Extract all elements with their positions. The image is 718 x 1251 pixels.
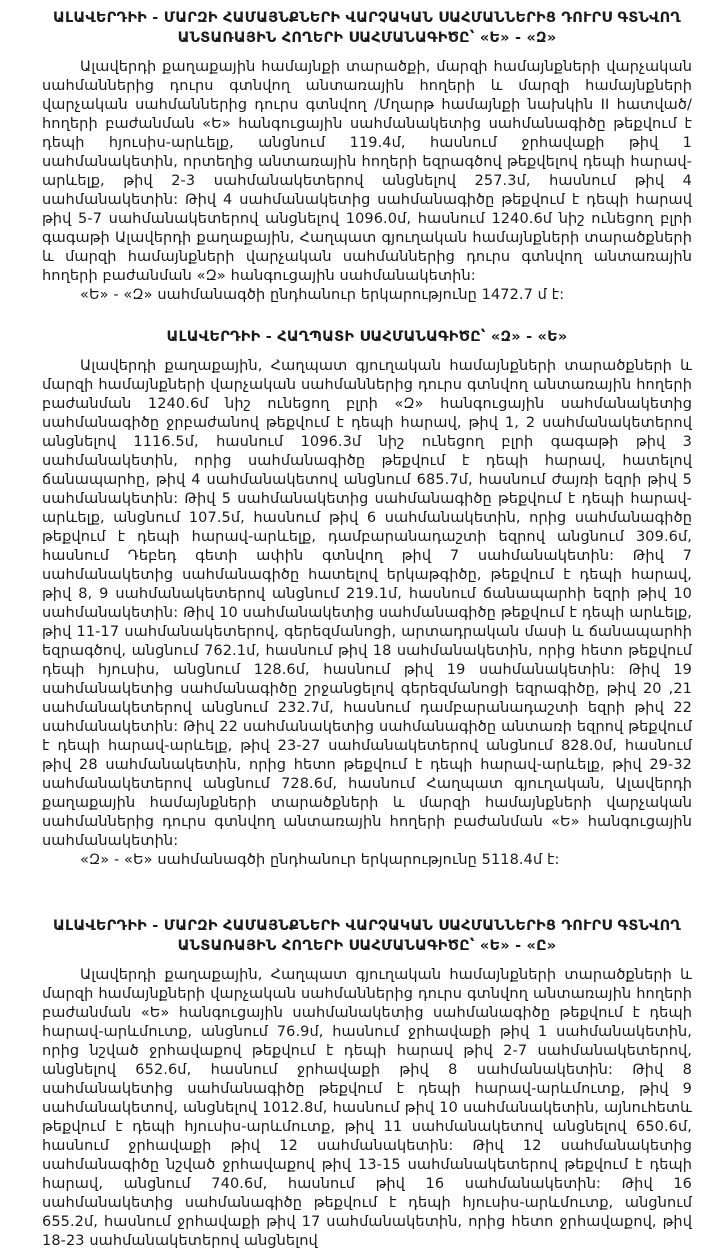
section-3-paragraph: Ալավերդի քաղաքային, Հաղպատ գյուղական համայնքների տարածքների և մարզի համայնքների վարչական սահմաններից դուրս գտնվող անտառային հողերի բաժանման «Ե» հանգուցային սահմանակետից սահմանագիծը թեքվում է դեպի հարավ-արևմուտք, անցնում 76.9մ, հասնում ջրհավաքի թիվ 1 սահմանակետին, որից նշված ջրհավաքով թեքվում է դեպի հարավ թիվ 2-7 սահմանակետերով, անցնելով 652.6մ, հասնում ջրհավաքի թիվ 8 սահմանակետին: Թիվ 8 սահմանակետից սահմանագիծը թեքվում է դեպի հարավ-արևմուտք, թիվ 9 սահմանակետով, անցնելով 1012.8մ, հասնում թիվ 10 սահմանակետին, այնուհետև թեքվում է դեպի հյուսիս-արևմուտք, թիվ 11 սահմանակետով անցնելով 650.6մ, հասնում ջրհավաքի թիվ 12 սահմանակետին: Թիվ 12 սահմանակետից սահմանագիծը նշված ջրհավաքով թիվ 13-15 սահմանակետերով թեքվում է դեպի հարավ, անցնում 740.6մ, հասնում թիվ 16 սահմանակետին: Թիվ 16 սահմանակետից սահմանագիծը թեքվում է դեպի հյուսիս-արևմուտք, անցնում 655.2մ, հասնում ջրհավաքի թիվ 17 սահմանակետին, որից հետո ջրհավաքով, թիվ 18-23 սահմանակետերով անցնելով: [42, 967, 692, 1249]
section-1-length-note: «Ե» - «Զ» սահմանագծի ընդհանուր երկարությունը 1472.7 մ է:: [80, 287, 565, 303]
section-2-title: ԱԼԱՎԵՐԴԻԻ - ՀԱՂՊԱՏԻ ՍԱՀՄԱՆԱԳԻԾԸ՝ «Զ» - «Ե»: [166, 329, 568, 345]
section-3-title: ԱԼԱՎԵՐԴԻԻ - ՄԱՐԶԻ ՀԱՄԱՅՆՔՆԵՐԻ ՎԱՐՉԱԿԱՆ ՍԱՀՄԱՆՆԵՐԻՑ ԴՈՒՐՍ ԳՏՆՎՈՂ ԱՆՏԱՌԱՅԻՆ ՀՈՂԵՐԻ ՍԱՀՄԱՆԱԳԻԾԸ՝ «Ե» - «Ը»: [53, 918, 681, 954]
section-2-length-note: «Զ» - «Ե» սահմանագծի ընդհանուր երկարությունը 5118.4մ է:: [80, 852, 560, 868]
section-2-paragraph: Ալավերդի քաղաքային, Հաղպատ գյուղական համայնքների տարածքների և մարզի համայնքների վարչական սահմաններից դուրս գտնվող անտառային հողերի բաժանման 1240.6մ նիշ ունեցող բլրի «Զ» հանգուցային սահմանակետից սահմանագիծը ջրբաժանով թեքվում է դեպի հարավ, թիվ 1, 2 սահմանակետերով անցնելով 1116.5մ, հասնում 1096.3մ նիշ ունեցող բլրի գագաթի թիվ 3 սահմանակետին, որից սահմանագիծը թեքվում է դեպի հարավ, հատելով ճանապարհը, թիվ 4 սահմանակետով անցնում 685.7մ, հասնում ժայռի եզրի թիվ 5 սահմանակետին: Թիվ 5 սահմանակետից սահմանագիծը թեքվում է դեպի հարավ-արևելք, անցնում 107.5մ, հասնում թիվ 6 սահմանակետին, որից սահմանագիծը թեքվում է դեպի հարավ-արևելք, դամբարանադաշտի եզրով անցնում 309.6մ, հասնում Դեբեդ գետի ափին գտնվող թիվ 7 սահմանակետին: Թիվ 7 սահմանակետից սահմանագիծը հատելով երկաթգիծը, թեքվում է դեպի հարավ, թիվ 8, 9 սահմանակետերով անցնում 219.1մ, հասնում ճանապարհի եզրի թիվ 10 սահմանակետին: Թիվ 10 սահմանակետից սահմանագիծը թեքվում է դեպի արևելք, թիվ 11-17 սահմանակետերով, գերեզմանոցի, արտադրական մասի և ճանապարհի եզրագծով, անցնում 762.1մ, հասնում թիվ 18 սահմանակետին, որից հետո թեքվում դեպի հյուսիս, անցնում 128.6մ, հասնում թիվ 19 սահմանակետին: Թիվ 19 սահմանակետից սահմանագիծը շրջանցելով գերեզմանոցի եզրագիծը, թիվ 20 ,21 սահմանակետերով անցնում 232.7մ, հասնում դամբարանադաշտի եզրի թիվ 22 սահմանակետին: Թիվ 22 սահմանակետից սահմանագիծը անտառի եզրով թեքվում է դեպի հարավ-արևելք, թիվ 23-27 սահմանակետերով անցնում 828.0մ, հասնում թիվ 28 սահմանակետին, որից հետո թեքվում է դեպի հարավ-արևելք, թիվ 29-32 սահմանակետերով անցնում 728.6մ, հասնում Հաղպատ գյուղական, Ալավերդի քաղաքային համայնքների տարածքների և մարզի համայնքների վարչական սահմաններից դուրս գտնվող անտառային հողերի բաժանման «Ե» հանգուցային սահմանակետին:: [42, 358, 692, 849]
section-1-title: ԱԼԱՎԵՐԴԻԻ - ՄԱՐԶԻ ՀԱՄԱՅՆՔՆԵՐԻ ՎԱՐՉԱԿԱՆ ՍԱՀՄԱՆՆԵՐԻՑ ԴՈՒՐՍ ԳՏՆՎՈՂ ԱՆՏԱՌԱՅԻՆ ՀՈՂԵՐԻ ՍԱՀՄԱՆԱԳԻԾԸ՝ «Ե» - «Զ»: [53, 10, 681, 46]
section-1-paragraph: Ալավերդի քաղաքային համայնքի տարածքի, մարզի համայնքների վարչական սահմաններից դուրս գտնվող անտառային հողերի և մարզի համայնքների վարչական սահմաններից դուրս գտնվող /Մղարթ համայնքի նախկին II հատված/ հողերի բաժանման «Ե» հանգուցային սահմանակետից սահմանագիծը թեքվում է դեպի հյուսիս-արևելք, անցնում 119.4մ, հասնում ջրհավաքի թիվ 1 սահմանակետին, որտեղից անտառային հողերի եզրագծով թեքվելով դեպի հարավ-արևելք, թիվ 2-3 սահմանակետերով անցնելով 257.3մ, հասնում թիվ 4 սահմանակետին: Թիվ 4 սահմանակետից սահմանագիծը թեքվում է դեպի հարավ թիվ 5-7 սահմանակետերով անցնելով 1096.0մ, հասնում 1240.6մ նիշ ունեցող բլրի գագաթի Ալավերդի քաղաքային, Հաղպատ գյուղական համայնքների տարածքների և մարզի համայնքների վարչական սահմաններից դուրս գտնվող անտառային հողերի բաժանման «Զ» հանգուցային սահմանակետին:: [42, 59, 692, 284]
